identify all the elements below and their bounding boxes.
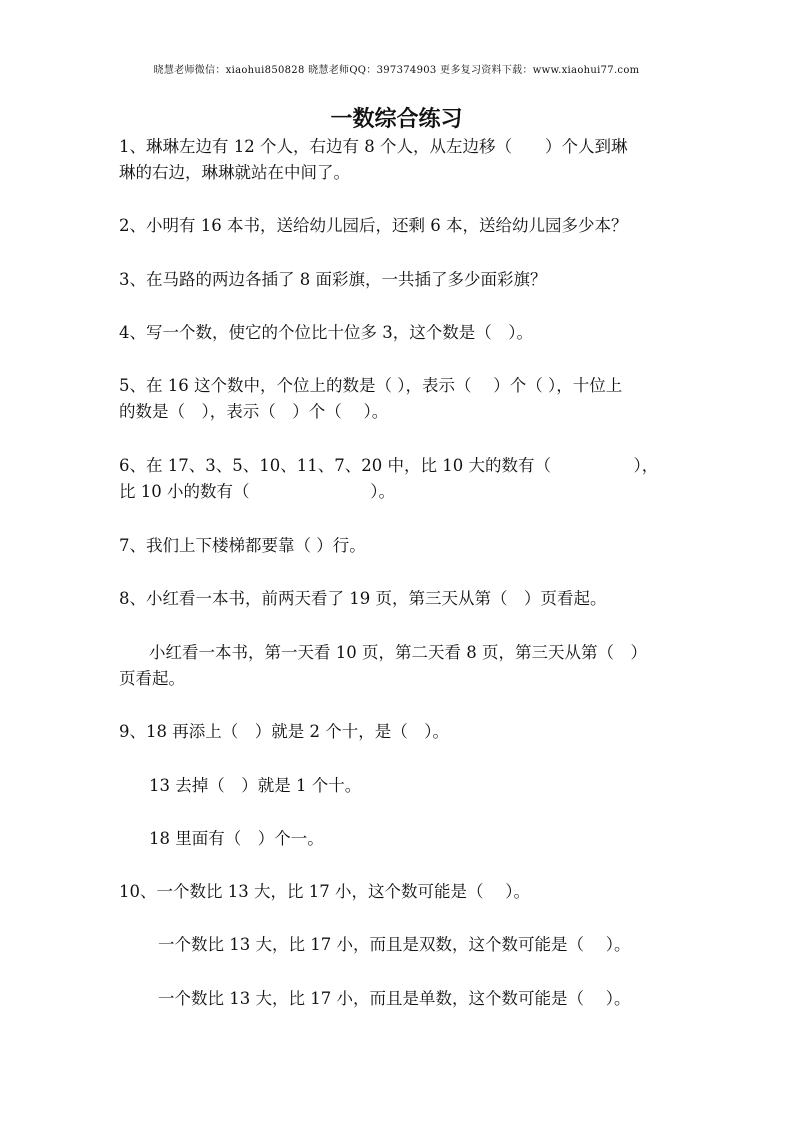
question-4: 4、写一个数，使它的个位比十位多 3，这个数是（ ）。: [119, 323, 533, 342]
question-5-line-2: 的数是（ ），表示（ ）个（ ）。: [119, 402, 389, 421]
page-title: 一数综合练习: [330, 107, 463, 132]
question-8-part-1: 8、小红看一本书，前两天看了 19 页，第三天从第（ ）页看起。: [119, 589, 607, 608]
question-9-part-3: 18 里面有（ ）个一。: [149, 829, 324, 848]
question-6-line-2: 比 10 小的数有（ ）。: [119, 482, 395, 501]
question-7: 7、我们上下楼梯都要靠（ ）行。: [119, 536, 366, 555]
question-10-part-2: 一个数比 13 大，比 17 小，而且是双数，这个数可能是（ ）。: [158, 935, 631, 954]
header-note: 晓慧老师微信：xiaohui850828 晓慧老师QQ：397374903 更多复习资料下载：www.xiaohui77.com: [153, 65, 640, 76]
question-10-part-1: 10、一个数比 13 大，比 17 小，这个数可能是（ ）。: [119, 882, 530, 901]
question-10-part-3: 一个数比 13 大，比 17 小，而且是单数，这个数可能是（ ）。: [158, 989, 631, 1008]
question-9-part-1: 9、18 再添上（ ）就是 2 个十，是（ ）。: [119, 722, 449, 741]
question-3: 3、在马路的两边各插了 8 面彩旗，一共插了多少面彩旗？: [119, 270, 547, 289]
question-8-part-2-line-2: 页看起。: [119, 669, 185, 688]
question-5-line-1: 5、在 16 这个数中，个位上的数是（ ），表示（ ）个（ ），十位上: [119, 376, 623, 395]
question-2: 2、小明有 16 本书，送给幼儿园后，还剩 6 本，送给幼儿园多少本？: [119, 216, 628, 235]
question-1-line-2: 琳的右边，琳琳就站在中间了。: [119, 163, 350, 182]
question-6-line-1: 6、在 17、3、5、10、11、7、20 中，比 10 大的数有（ ），: [119, 456, 659, 475]
question-9-part-2: 13 去掉（ ）就是 1 个十。: [149, 776, 362, 795]
question-1-line-1: 1、琳琳左边有 12 个人，右边有 8 个人，从左边移（ ）个人到琳: [119, 137, 628, 156]
question-8-part-2-line-1: 小红看一本书，第一天看 10 页，第二天看 8 页，第三天从第（ ）: [149, 643, 647, 662]
